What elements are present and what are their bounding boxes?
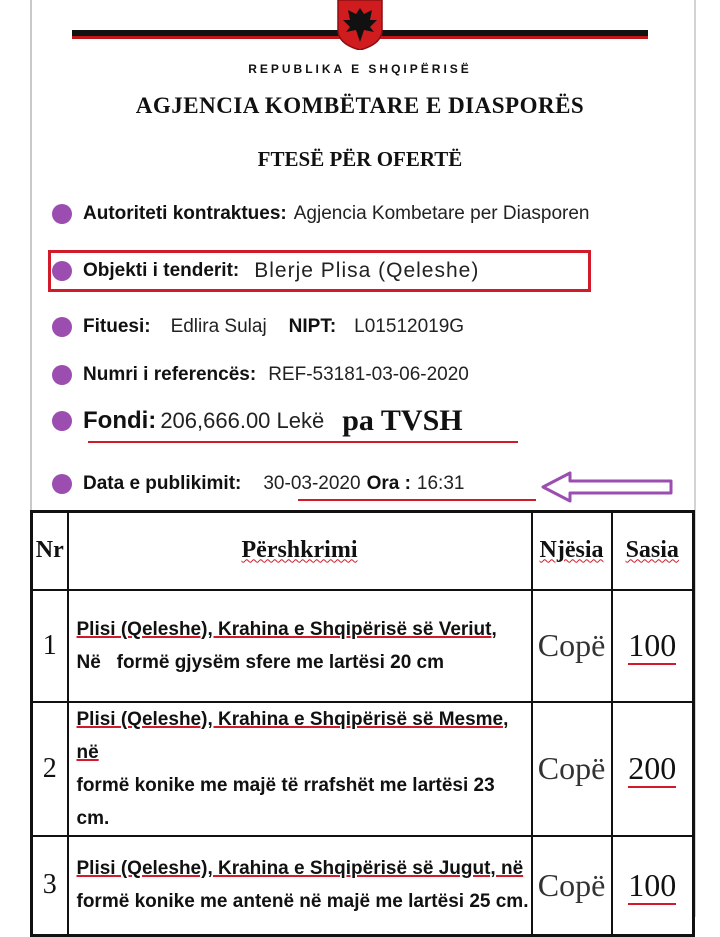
albanian-eagle-emblem-icon — [330, 0, 390, 50]
row-quantity: 100 — [612, 590, 694, 702]
publication-time-value: 16:31 — [416, 473, 465, 494]
nipt-value: L01512019G — [354, 316, 465, 337]
document-title: FTESË PËR OFERTË — [257, 147, 463, 171]
table-row — [32, 702, 694, 836]
authority-value: Agjencia Kombetare per Diasporen — [293, 203, 590, 224]
agency-heading: AGJENCIA KOMBËTARE E DIASPORËS — [135, 93, 585, 118]
authority-label: Autoriteti kontraktues: — [83, 203, 287, 224]
description-line: Plisi (Qeleshe), Krahina e Shqipërisë së Mesme, në — [76, 708, 509, 763]
nipt-label: NIPT: — [288, 316, 337, 337]
row-unit: Copë — [532, 590, 612, 702]
bullet-icon — [52, 365, 72, 385]
bullet-icon — [52, 474, 72, 494]
header-nr: Nr — [32, 512, 68, 590]
row-unit: Copë — [532, 836, 612, 936]
row-description — [68, 836, 532, 936]
publication-date-value: 30-03-2020 — [263, 473, 361, 494]
row-number: 3 — [32, 836, 68, 936]
fund-label: Fondi: — [83, 407, 157, 434]
publication-date-label: Data e publikimit: — [83, 473, 242, 494]
row-description — [68, 590, 532, 702]
object-label: Objekti i tenderit: — [83, 260, 240, 281]
header-description: Përshkrimi — [68, 512, 532, 590]
row-number: 2 — [32, 702, 68, 836]
fund-vat-note: pa TVSH — [342, 404, 463, 437]
table-header-row — [32, 512, 694, 590]
row-unit: Copë — [532, 702, 612, 836]
left-arrow-icon — [540, 470, 675, 504]
bullet-icon — [52, 317, 72, 337]
description-line: formë konike me antenë në majë me lartësi 25 cm. — [76, 891, 529, 913]
reference-label: Numri i referencës: — [83, 364, 257, 385]
description-line: Plisi (Qeleshe), Krahina e Shqipërisë së Jugut, në — [76, 858, 524, 880]
object-value: Blerje Plisa (Qeleshe) — [254, 259, 480, 282]
fund-row — [52, 404, 463, 438]
bullet-icon — [52, 204, 72, 224]
winner-row — [52, 313, 464, 341]
description-line: formë konike me majë të rrafshët me lartësi 23 cm. — [76, 774, 495, 829]
authority-row — [52, 200, 589, 228]
fund-underline — [88, 441, 518, 443]
republic-heading: REPUBLIKA E SHQIPËRISË — [248, 62, 472, 76]
items-table — [30, 510, 695, 937]
row-number: 1 — [32, 590, 68, 702]
table-row — [32, 590, 694, 702]
table-row — [32, 836, 694, 936]
row-quantity: 200 — [612, 702, 694, 836]
fund-value: 206,666.00 Lekë — [160, 408, 325, 433]
reference-value: REF-53181-03-06-2020 — [268, 364, 469, 385]
bullet-icon — [52, 261, 72, 281]
row-description — [68, 702, 532, 836]
description-line: Në formë gjysëm sfere me lartësi 20 cm — [76, 651, 445, 673]
winner-value: Edlira Sulaj — [170, 316, 267, 337]
winner-label: Fituesi: — [83, 316, 151, 337]
header-quantity: Sasia — [612, 512, 694, 590]
publication-time-label: Ora : — [366, 473, 411, 494]
date-underline — [298, 499, 536, 501]
description-line: Plisi (Qeleshe), Krahina e Shqipërisë së Veriut, — [76, 618, 497, 640]
publication-date-row — [52, 470, 464, 498]
header-unit: Njësia — [532, 512, 612, 590]
row-quantity: 100 — [612, 836, 694, 936]
reference-row — [52, 361, 469, 389]
object-row — [52, 257, 479, 285]
bullet-icon — [52, 411, 72, 431]
